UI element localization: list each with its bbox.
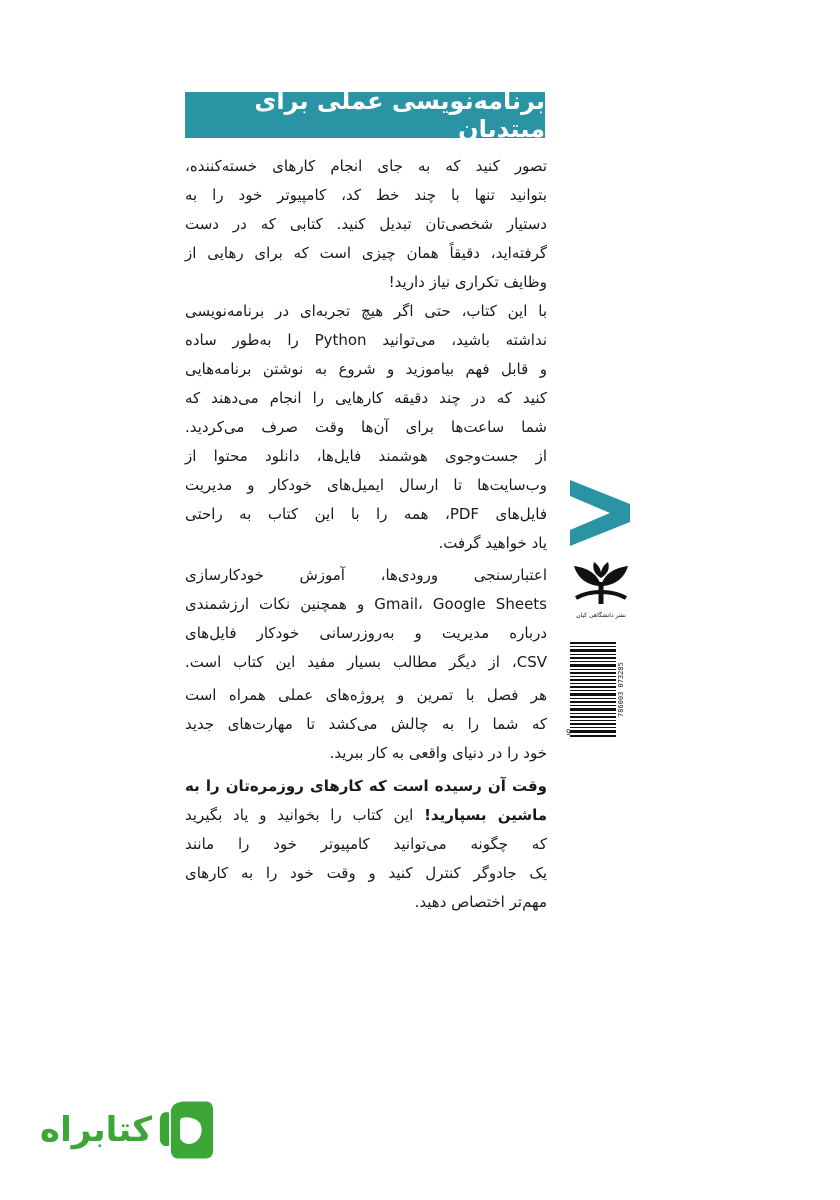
text-line: نداشته باشید، می‌توانید Python را به‌طور ساده <box>185 331 547 349</box>
barcode-digits: 786003 073285 <box>617 662 625 718</box>
ketabrah-wordmark: کتابراه <box>40 1110 153 1150</box>
text-line: هر فصل با تمرین و پروژه‌های عملی همراه است <box>185 686 547 704</box>
chevron-logo-icon <box>570 480 630 546</box>
text-line: یک جادوگر کنترل کنید و وقت خود را به کارهای <box>185 864 547 882</box>
paragraph-5 <box>185 772 547 917</box>
text-line: و قابل فهم بیاموزید و شروع به نوشتن برنامه‌هایی <box>185 360 547 378</box>
text-line: از جست‌وجوی هوشمند فایل‌ها، دانلود محتوا از <box>185 447 547 465</box>
text-line: که شما را به چالش می‌کشد تا مهارت‌های جدید <box>185 715 547 733</box>
text-line: بتوانید تنها با چند خط کد، کامپیوتر خود را به <box>185 186 547 204</box>
text-line: تصور کنید که به جای انجام کارهای خسته‌کننده، <box>185 157 547 175</box>
text-line: وظایف تکراری نیاز دارید! <box>388 273 547 291</box>
text-run: این کتاب را بخوانید و یاد بگیرید <box>185 806 425 824</box>
text-line: یاد خواهید گرفت. <box>438 534 547 552</box>
barcode-leading-digit: 9 <box>566 728 572 737</box>
text-line: که چگونه می‌توانید کامپیوتر خود را مانند <box>185 835 547 853</box>
text-line: گرفته‌اید، دقیقاً همان چیزی است که برای رهایی از <box>185 244 547 262</box>
text-line: خود را در دنیای واقعی به کار ببرید. <box>329 744 547 762</box>
text-line: درباره مدیریت و به‌روزرسانی خودکار فایل‌های <box>185 624 547 642</box>
text-run-bold: ماشین بسپارید! <box>424 806 547 824</box>
text-line-bold: وقت آن رسیده است که کارهای روزمره‌تان را به <box>185 777 547 795</box>
text-line: Gmail، Google Sheets و همچنین نکات ارزشمندی <box>185 595 547 613</box>
book-title: برنامه‌نویسی عملی برای مبتدیان <box>254 87 545 143</box>
text-line: وب‌سایت‌ها تا ارسال ایمیل‌های خودکار و مدیریت <box>185 476 547 494</box>
publisher-logo <box>570 560 632 619</box>
ketabrah-book-icon <box>158 1097 215 1163</box>
text-line: اعتبارسنجی ورودی‌ها، آموزش خودکارسازی <box>185 566 547 584</box>
text-line: فایل‌های PDF، همه را با این کتاب به راحتی <box>185 505 548 523</box>
ketabrah-logo <box>40 1095 215 1165</box>
text-line: کنید که در چند دقیقه کارهایی را انجام می‌دهند که <box>185 389 547 407</box>
text-line: CSV، از دیگر مطالب بسیار مفید این کتاب است. <box>185 653 547 671</box>
paragraph-3 <box>185 561 547 677</box>
publisher-name: نشر دانشگاهی کیان <box>576 612 626 619</box>
text-line: شما ساعت‌ها برای آن‌ها وقت صرف می‌کردید. <box>185 418 547 436</box>
paragraph-2 <box>185 297 547 558</box>
text-line: مهم‌تر اختصاص دهید. <box>414 893 547 911</box>
text-line <box>185 801 547 830</box>
text-line: دستیار شخصی‌تان تبدیل کنید. کتابی که در دست <box>185 215 547 233</box>
text-line: با این کتاب، حتی اگر هیچ تجربه‌ای در برنامه‌نویسی <box>185 302 547 320</box>
paragraph-4 <box>185 681 547 768</box>
publisher-emblem-icon <box>570 560 632 606</box>
book-title-banner <box>185 87 545 143</box>
paragraph-1 <box>185 152 547 297</box>
